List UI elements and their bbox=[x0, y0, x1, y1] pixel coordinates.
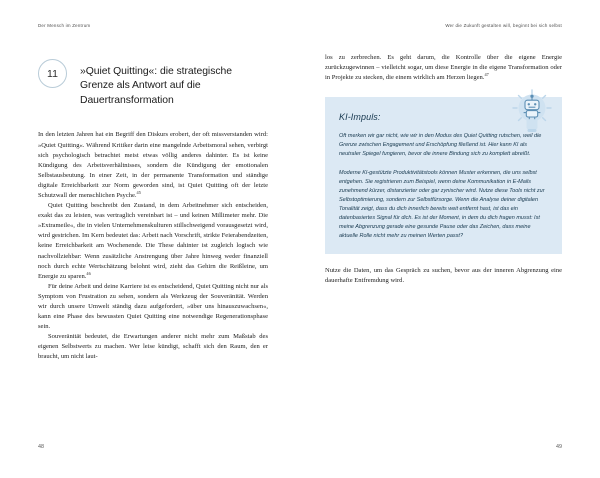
folio-left: 48 bbox=[38, 444, 44, 450]
paragraph: Moderne KI-gestützte Produktivitätstools können Muster erkennen, die uns selbst entgehen. Sie registrieren zum Beispiel, wenn deine Kommunikation in E-Mails zunehmend kürzer, distanzierter oder gar zynischer wird. Nutze diese Tools nicht zur Selbstoptimierung, sondern zur Selbstfürsorge. Wenn die Analyse deiner digitalen Tonalität zeigt, dass du dich innerlich bereits weit entfernt hast, ist das ein datenbasiertes Signal für dich. Es ist der Moment, in dem du dich fragen musst: Ist meine Abgrenzung gerade eine gesunde Pause oder das Zeichen, dass meine aktuelle Rolle nicht mehr zu meinen Werten passt? bbox=[339, 169, 545, 240]
ki-impuls-title: KI-Impuls: bbox=[339, 112, 381, 123]
paragraph bbox=[38, 130, 268, 201]
chapter-heading bbox=[38, 58, 268, 115]
paragraph-text: Quiet Quitting beschreibt den Zustand, in dem Arbeitnehmer sich entscheiden, exakt das zu leisten, was vertraglich vereinbart ist – und keinen Millimeter mehr. Die »Extrameile«, die in vielen Unternehmenskulturen stillschweigend vorausgesetzt wird, wird gestrichen. Im Kern bedeutet das: Arbeit nach Vorschrift, strikte Feierabendzeiten, keine Erreichbarkeit am Wochenende. Die These dahinter ist zugleich logisch wie nachvollziehbar: Wenn zusätzliche Anstrengung über Jahre hinweg weder finanziell noch durch echte Wertschätzung belohnt wird, zieht das Gehirn die Reißleine, um Energie zu sparen. bbox=[38, 202, 268, 280]
ki-impuls-body bbox=[339, 132, 548, 241]
chapter-title: »Quiet Quitting«: die strategische Grenze als Antwort auf die Dauertransformation bbox=[80, 65, 232, 106]
footnote-marker: 46 bbox=[86, 270, 91, 276]
ki-impuls-callout bbox=[325, 97, 562, 254]
right-page bbox=[300, 0, 600, 478]
paragraph bbox=[38, 201, 268, 282]
paragraph: Nutze die Daten, um das Gespräch zu suchen, bevor aus der inneren Abgrenzung eine dauerhafte Entfremdung wird. bbox=[325, 267, 562, 285]
right-body-copy-bottom bbox=[325, 266, 562, 286]
paragraph: Souveränität bedeutet, die Erwartungen anderer nicht mehr zum Maßstab des eigenen Selbstwerts zu machen. Wer leise kündigt, schafft sich den Raum, den er braucht, um nicht laut- bbox=[38, 333, 268, 361]
folio-right: 49 bbox=[556, 444, 562, 450]
paragraph: Für deine Arbeit und deine Karriere ist es entscheidend, Quiet Quitting nicht nur als Symptom von Frustration zu sehen, sondern als Werkzeug der Souveränität. Werden wir durch unsere Umwelt ständig dazu aufgefordert, »über uns hinauszuwachsen«, kann eine Phase des bewussten Quiet Quitting eine notwendige Regenerationsphase sein. bbox=[38, 282, 268, 331]
footnote-marker: 45 bbox=[136, 189, 141, 195]
running-head-left: Der Mensch im Zentrum bbox=[38, 23, 91, 28]
right-body-copy-top bbox=[325, 53, 562, 83]
chapter-number: 11 bbox=[47, 67, 58, 80]
paragraph-text: los zu zerbrechen. Es geht darum, die Kontrolle über die eigene Energie zurückzugewinnen – vielleicht sogar, um diese Energie in die eigene Transformation oder in Projekte zu stecken, die einem wirklich am Herzen liegen. bbox=[325, 54, 562, 82]
left-body-copy bbox=[38, 130, 268, 362]
footnote-marker: 47 bbox=[484, 72, 489, 78]
paragraph bbox=[325, 53, 562, 83]
running-head-right: Wer die Zukunft gestalten will, beginnt bei sich selbst bbox=[445, 23, 562, 28]
paragraph-text: In den letzten Jahren hat ein Begriff den Diskurs erobert, der oft missverstanden wird: »Quiet Quitting«. Während Kritiker darin eine mangelnde Arbeitsmoral sehen, verbirgt sich psychologisch betrachtet meist etwas völlig anderes dahinter. Es ist keine Kündigung des Arbeitsverhältnisses, sondern die Kündigung der emotionalen Selbstausbeutung. In einer Zeit, in der permanente Transformation und ständige digitale Erreichbarkeit zur Norm geworden sind, ist Quiet Quitting oft der letzte Schutzwall der menschlichen Psyche. bbox=[38, 131, 268, 199]
paragraph: Oft merken wir gar nicht, wie wir in den Modus des Quiet Quitting rutschen, weil die Grenze zwischen Engagement und Erschöpfung fließend ist. Hier kann KI als neutraler Spiegel fungieren, bevor die innere Bindung sich zu komplett abreißt. bbox=[339, 133, 542, 158]
chapter-number-badge bbox=[38, 59, 67, 88]
